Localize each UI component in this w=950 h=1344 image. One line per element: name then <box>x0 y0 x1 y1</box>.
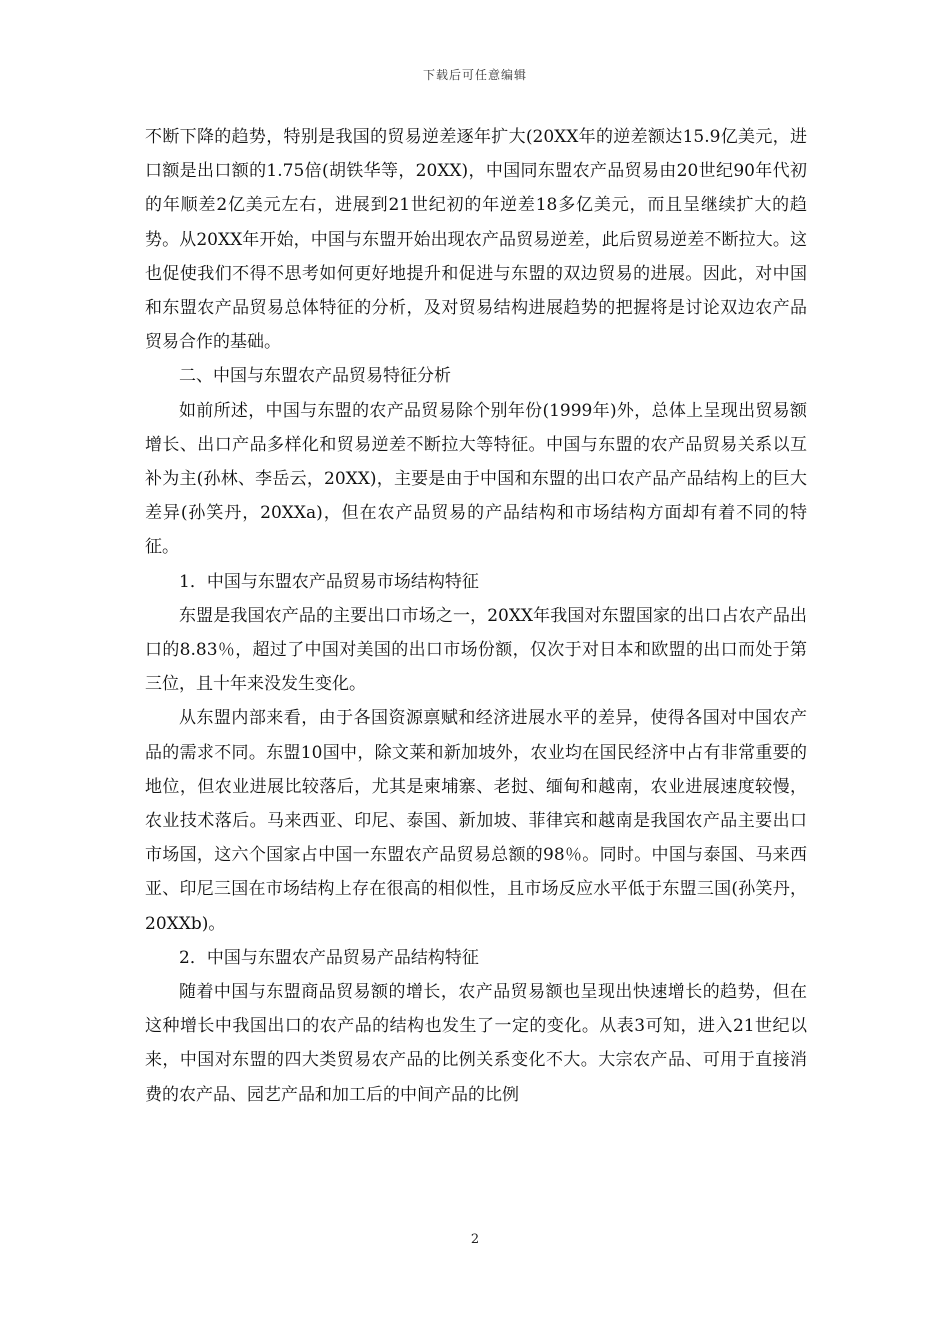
subsection-heading: 2．中国与东盟农产品贸易产品结构特征 <box>179 947 479 968</box>
document-body <box>145 120 807 1112</box>
paragraph: 如前所述，中国与东盟的农产品贸易除个别年份(1999年)外，总体上呈现出贸易额增长、出口产品多样化和贸易逆差不断拉大等特征。中国与东盟的农产品贸易关系以互补为主(孙林、李岳云，20XX)，主要是由于中国和东盟的出口农产品产品结构上的巨大差异(孙笑丹，20XXa)，但在农产品贸易的产品结构和市场结构方面却有着不同的特征。 <box>145 400 807 558</box>
section-heading: 二、中国与东盟农产品贸易特征分析 <box>179 366 451 387</box>
subsection-heading: 1．中国与东盟农产品贸易市场结构特征 <box>179 571 479 592</box>
page-header: 下载后可任意编辑 <box>422 68 527 82</box>
paragraph-continuation: 不断下降的趋势，特别是我国的贸易逆差逐年扩大(20XX年的逆差额达15.9亿美元，进口额是出口额的1.75倍(胡铁华等，20XX)，中国同东盟农产品贸易由20世纪90年代初的年顺差2亿美元左右，进展到21世纪初的年逆差18多亿美元，而且呈继续扩大的趋势。从20XX年开始，中国与东盟开始出现农产品贸易逆差，此后贸易逆差不断拉大。这也促使我们不得不思考如何更好地提升和促进与东盟的双边贸易的进展。因此，对中国和东盟农产品贸易总体特征的分析，及对贸易结构进展趋势的把握将是讨论双边农产品贸易合作的基础。 <box>145 127 807 353</box>
paragraph: 从东盟内部来看，由于各国资源禀赋和经济进展水平的差异，使得各国对中国农产品的需求不同。东盟10国中，除文莱和新加坡外，农业均在国民经济中占有非常重要的地位，但农业进展比较落后，尤其是柬埔寨、老挝、缅甸和越南，农业进展速度较慢，农业技术落后。马来西亚、印尼、泰国、新加坡、菲律宾和越南是我国农产品主要出口市场国，这六个国家占中国一东盟农产品贸易总额的98％。同时。中国与泰国、马来西亚、印尼三国在市场结构上存在很高的相似性，且市场反应水平低于东盟三国(孙笑丹，20XXb)。 <box>145 708 807 934</box>
paragraph: 随着中国与东盟商品贸易额的增长，农产品贸易额也呈现出快速增长的趋势，但在这种增长中我国出口的农产品的结构也发生了一定的变化。从表3可知，进入21世纪以来，中国对东盟的四大类贸易农产品的比例关系变化不大。大宗农产品、可用于直接消费的农产品、园艺产品和加工后的中间产品的比例 <box>145 982 807 1105</box>
paragraph: 东盟是我国农产品的主要出口市场之一，20XX年我国对东盟国家的出口占农产品出口的8.83％，超过了中国对美国的出口市场份额，仅次于对日本和欧盟的出口而处于第三位，且十年来没发生变化。 <box>145 605 807 695</box>
page-number: 2 <box>470 1232 480 1247</box>
